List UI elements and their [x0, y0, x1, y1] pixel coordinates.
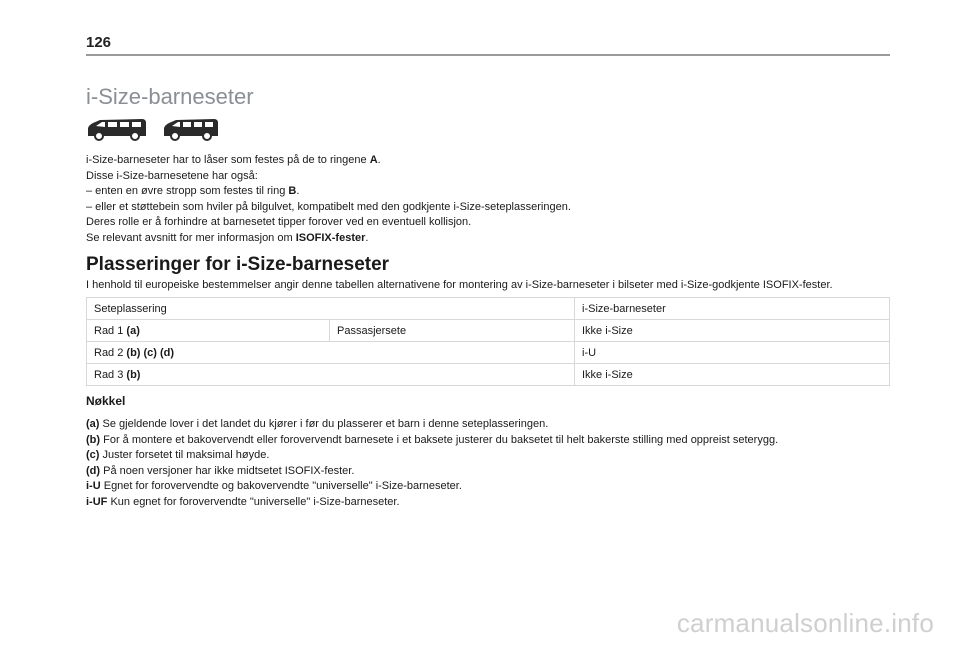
row-seat: Passasjersete	[330, 320, 575, 342]
list-item: (d) På noen versjoner har ikke midtsetet ISOFIX-fester.	[86, 464, 355, 477]
header-seat-position: Seteplassering	[87, 298, 575, 320]
van-short-icon	[86, 117, 148, 141]
vehicle-icons	[86, 117, 220, 141]
intro-line: Se relevant avsnitt for mer informasjon om ISOFIX-fester.	[86, 231, 369, 244]
page-number: 126	[86, 34, 112, 51]
section-title: i-Size-barneseter	[86, 84, 254, 109]
intro-line: Deres rolle er å forhindre at barnesetet tipper forover ved en eventuell kollisjon.	[86, 216, 472, 228]
placement-table	[86, 297, 890, 386]
intro-line: – eller et støttebein som hviler på bilgulvet, kompatibelt med den godkjente i-Size-seteplasseringen.	[86, 200, 571, 213]
intro-line: Disse i-Size-barnesetene har også:	[86, 169, 258, 182]
van-long-icon	[162, 117, 220, 141]
intro-line: – enten en øvre stropp som festes til ring B.	[86, 185, 300, 197]
table-header-row	[87, 298, 890, 320]
table-row	[87, 364, 890, 386]
list-item: (c) Juster forsetet til maksimal høyde.	[86, 449, 270, 461]
table-row	[87, 320, 890, 342]
row-value: Ikke i-Size	[575, 320, 890, 342]
isofix-reference: ISOFIX-fester	[295, 231, 366, 244]
key-heading: Nøkkel	[86, 394, 126, 408]
table-row	[87, 342, 890, 364]
row-value: Ikke i-Size	[575, 364, 890, 386]
row-label: Rad 3 (b)	[87, 364, 575, 386]
key-list	[86, 417, 896, 510]
top-divider	[86, 54, 890, 56]
row-label: Rad 2 (b) (c) (d)	[87, 342, 575, 364]
header-isize-seat: i-Size-barneseter	[575, 298, 890, 320]
list-item: (b) For å montere et bakovervendt eller forovervendt barnesete i et baksete justerer du baksetet til helt bakerste stilling med oppreist seterygg.	[86, 433, 779, 446]
row-label: Rad 1 (a)	[87, 320, 330, 342]
row-value: i-U	[575, 342, 890, 364]
list-item: (a) Se gjeldende lover i det landet du kjører i før du plasserer et barn i denne seteplasseringen.	[86, 418, 549, 430]
placements-intro: I henhold til europeiske bestemmelser angir denne tabellen alternativene for montering av i-Size-barneseter i bilseter med i-Size-godkjente ISOFIX-fester.	[86, 279, 833, 291]
watermark: carmanualsonline.info	[676, 608, 934, 638]
intro-line: i-Size-barneseter har to låser som festes på de to ringene A.	[86, 154, 381, 166]
list-item: i-U Egnet for forovervendte og bakovervendte "universelle" i-Size-barneseter.	[86, 480, 462, 492]
intro-text	[86, 153, 886, 246]
placements-heading: Plasseringer for i-Size-barneseter	[86, 254, 390, 275]
list-item: i-UF Kun egnet for forovervendte "universelle" i-Size-barneseter.	[86, 495, 400, 508]
